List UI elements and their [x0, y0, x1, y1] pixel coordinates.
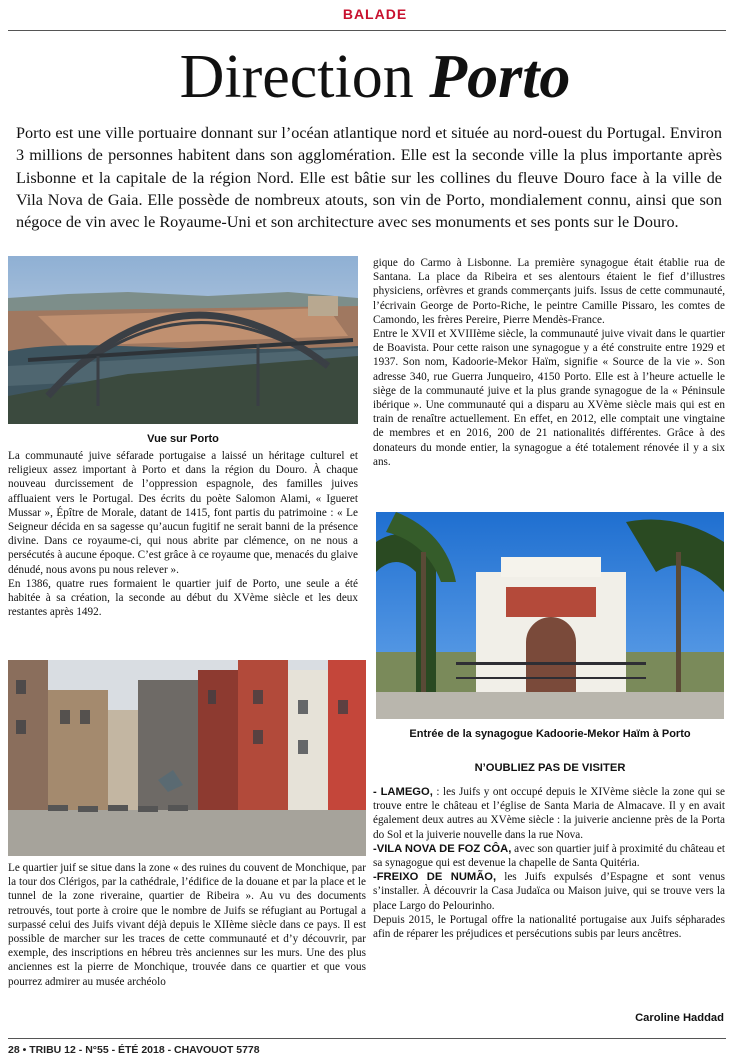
synagogue-caption: Entrée de la synagogue Kadoorie-Mekor Haïm à Porto: [409, 728, 691, 740]
visit-box-title: N’OUBLIEZ PAS DE VISITER: [474, 762, 626, 774]
left-column-bottom: [8, 861, 366, 989]
porto-view-caption: Vue sur Porto: [147, 433, 219, 445]
visit-item-text: : les Juifs y ont occupé depuis le XIVème siècle la zone qui se trouve entre le château et l’église de Santa Maria de Almacave. Il y en avait également deux autres au XVème siècle : la juiverie ancienne près de la Porta do Sol et la juiverie nouvelle dans la rue Nova.: [373, 786, 725, 841]
right-column-top: [373, 256, 725, 469]
visit-item: [373, 842, 725, 870]
visit-item: [373, 785, 725, 842]
ribeira-square-photo: [8, 660, 366, 856]
visit-item-head: - LAMEGO,: [373, 786, 433, 798]
synagogue-photo: [376, 512, 724, 719]
bottom-rule: [8, 1038, 726, 1039]
page-footer: 28 • TRIBU 12 - N°55 - ÉTÉ 2018 - CHAVOUOT 5778: [8, 1044, 260, 1056]
author-signature: Caroline Haddad: [635, 1012, 724, 1024]
visit-item-head: -VILA NOVA DE FOZ CÔA,: [373, 842, 512, 855]
visit-item-head: -FREIXO DE NUMÃO,: [373, 871, 497, 884]
visit-item-text: avec son quartier juif à proximité du château et sa synagogue qui est devenue la chapelle de Santa Quitéria.: [373, 842, 725, 870]
paragraph: Entre le XVII et XVIIIème siècle, la communauté juive vivait dans le quartier de Boavista. Pour cette raison une synagogue y a été construite entre 1929 et 1937. Son nom, Kadoorie-Mekor Haïm, signifie « Source de la vie ». Son adresse 340, rue Guerra Junqueiro, 4150 Porto. Elle est à l’heure actuelle le siège de la communauté juive et la plus grande synagogue de la « Péninsule ibérique ». Une communauté qui a disparu au XVème siècle mais qui est en train de renaître actuellement. En effet, en 2012, elle comptait une vingtaine de membres et en 2016, 200 de 21 nationalités différentes. Grâce à des donateurs du monde entier, la synagogue a été totalement rénovée il y a six ans.: [373, 328, 725, 468]
left-column-top: [8, 449, 358, 619]
paragraph: Le quartier juif se situe dans la zone « des ruines du couvent de Monchique, par la tour dos Clérigos, par la cathédrale, l’édifice de la douane et par la place et le tunnel de la zone riveraine, quartier de Ribeira ». Au vu des documents retrouvés, tout porte à croire que le nombre de Juifs se réfugiant au Portugal a surpassé celui des Juifs vivant déjà depuis le XIIème siècle dans ce pays. Il est possible de marcher sur les traces de cette communauté et d’y découvrir, par exemple, des inscriptions en hébreu très anciennes sur les murs. Une des plus anciennes est la pierre de Monchique, trouvée dans ce quartier et que vous pourrez admirer au musée archéolo: [8, 862, 366, 988]
porto-view-photo: [8, 256, 358, 424]
article-title: [0, 42, 750, 112]
visit-item-text: les Juifs expulsés d’Espagne et sont venus s’installer. À découvrir la Casa Judaïca ou Maison juive, qui se trouve vers la place Largo do Pelourinho.: [373, 871, 725, 912]
title-part-2: Porto: [429, 43, 571, 111]
paragraph: gique do Carmo à Lisbonne. La première synagogue était établie rua de Santana. La place da Ribeira et ses alentours étaient le fief d’illustres physiciens, orfèvres et grands commerçants juifs. Issus de cette communauté, l’écrivain George de Porto-Riche, le peintre Camille Pissaro, les comtes de Camondo, les frères Pereire, Pierre Mendès-France.: [373, 257, 725, 326]
top-rule: [8, 30, 726, 31]
section-rubric: BALADE: [342, 6, 408, 22]
visit-box: [373, 785, 725, 941]
paragraph: En 1386, quatre rues formaient le quartier juif de Porto, une seule a été habitée à sa création, la seconde au début du XVème siècle et les deux restantes après 1492.: [8, 577, 358, 619]
visit-item: [373, 870, 725, 913]
paragraph: La communauté juive séfarade portugaise a laissé un héritage culturel et religieux assez important à Porto et dans la région du Douro. À chaque nouveau durcissement de l’oppression espagnole, des familles juives affluaient vers le Portugal. Des écrits du poète Salomon Alami, « Igueret Mussar », Épître de Morale, datant de 1415, font partis du patrimoine : « Le Seigneur décida en sa sagesse qu’aucun fugitif ne serait banni de la présence divine. Dans ce royaume-ci, qui nous abrite par clémence, on ne nous a persécutés à aucune époque. C’est grâce à ce royaume que, menacés du glaive dénudé, nous avons pu nous relever ».: [8, 450, 358, 576]
paragraph: Depuis 2015, le Portugal offre la nationalité portugaise aux Juifs sépharades afin de réparer les préjudices et persécutions subis par leurs ancêtres.: [373, 913, 725, 941]
title-part-1: Direction: [179, 43, 414, 111]
lead-paragraph: Porto est une ville portuaire donnant sur l’océan atlantique nord et située au nord-ouest du Portugal. Environ 3 millions de personnes habitent dans son agglomération. Elle est la seconde ville la plus importante après Lisbonne et la capitale de la région Nord. Elle est bâtie sur les collines du fleuve Douro face à la ville de Vila Nova de Gaia. Elle possède de nombreux atouts, son vin de Porto, mondialement connu, ainsi que son négoce de vin avec le Royaume-Uni et son architecture avec ses monuments et ses ponts sur le Douro.: [16, 124, 722, 232]
